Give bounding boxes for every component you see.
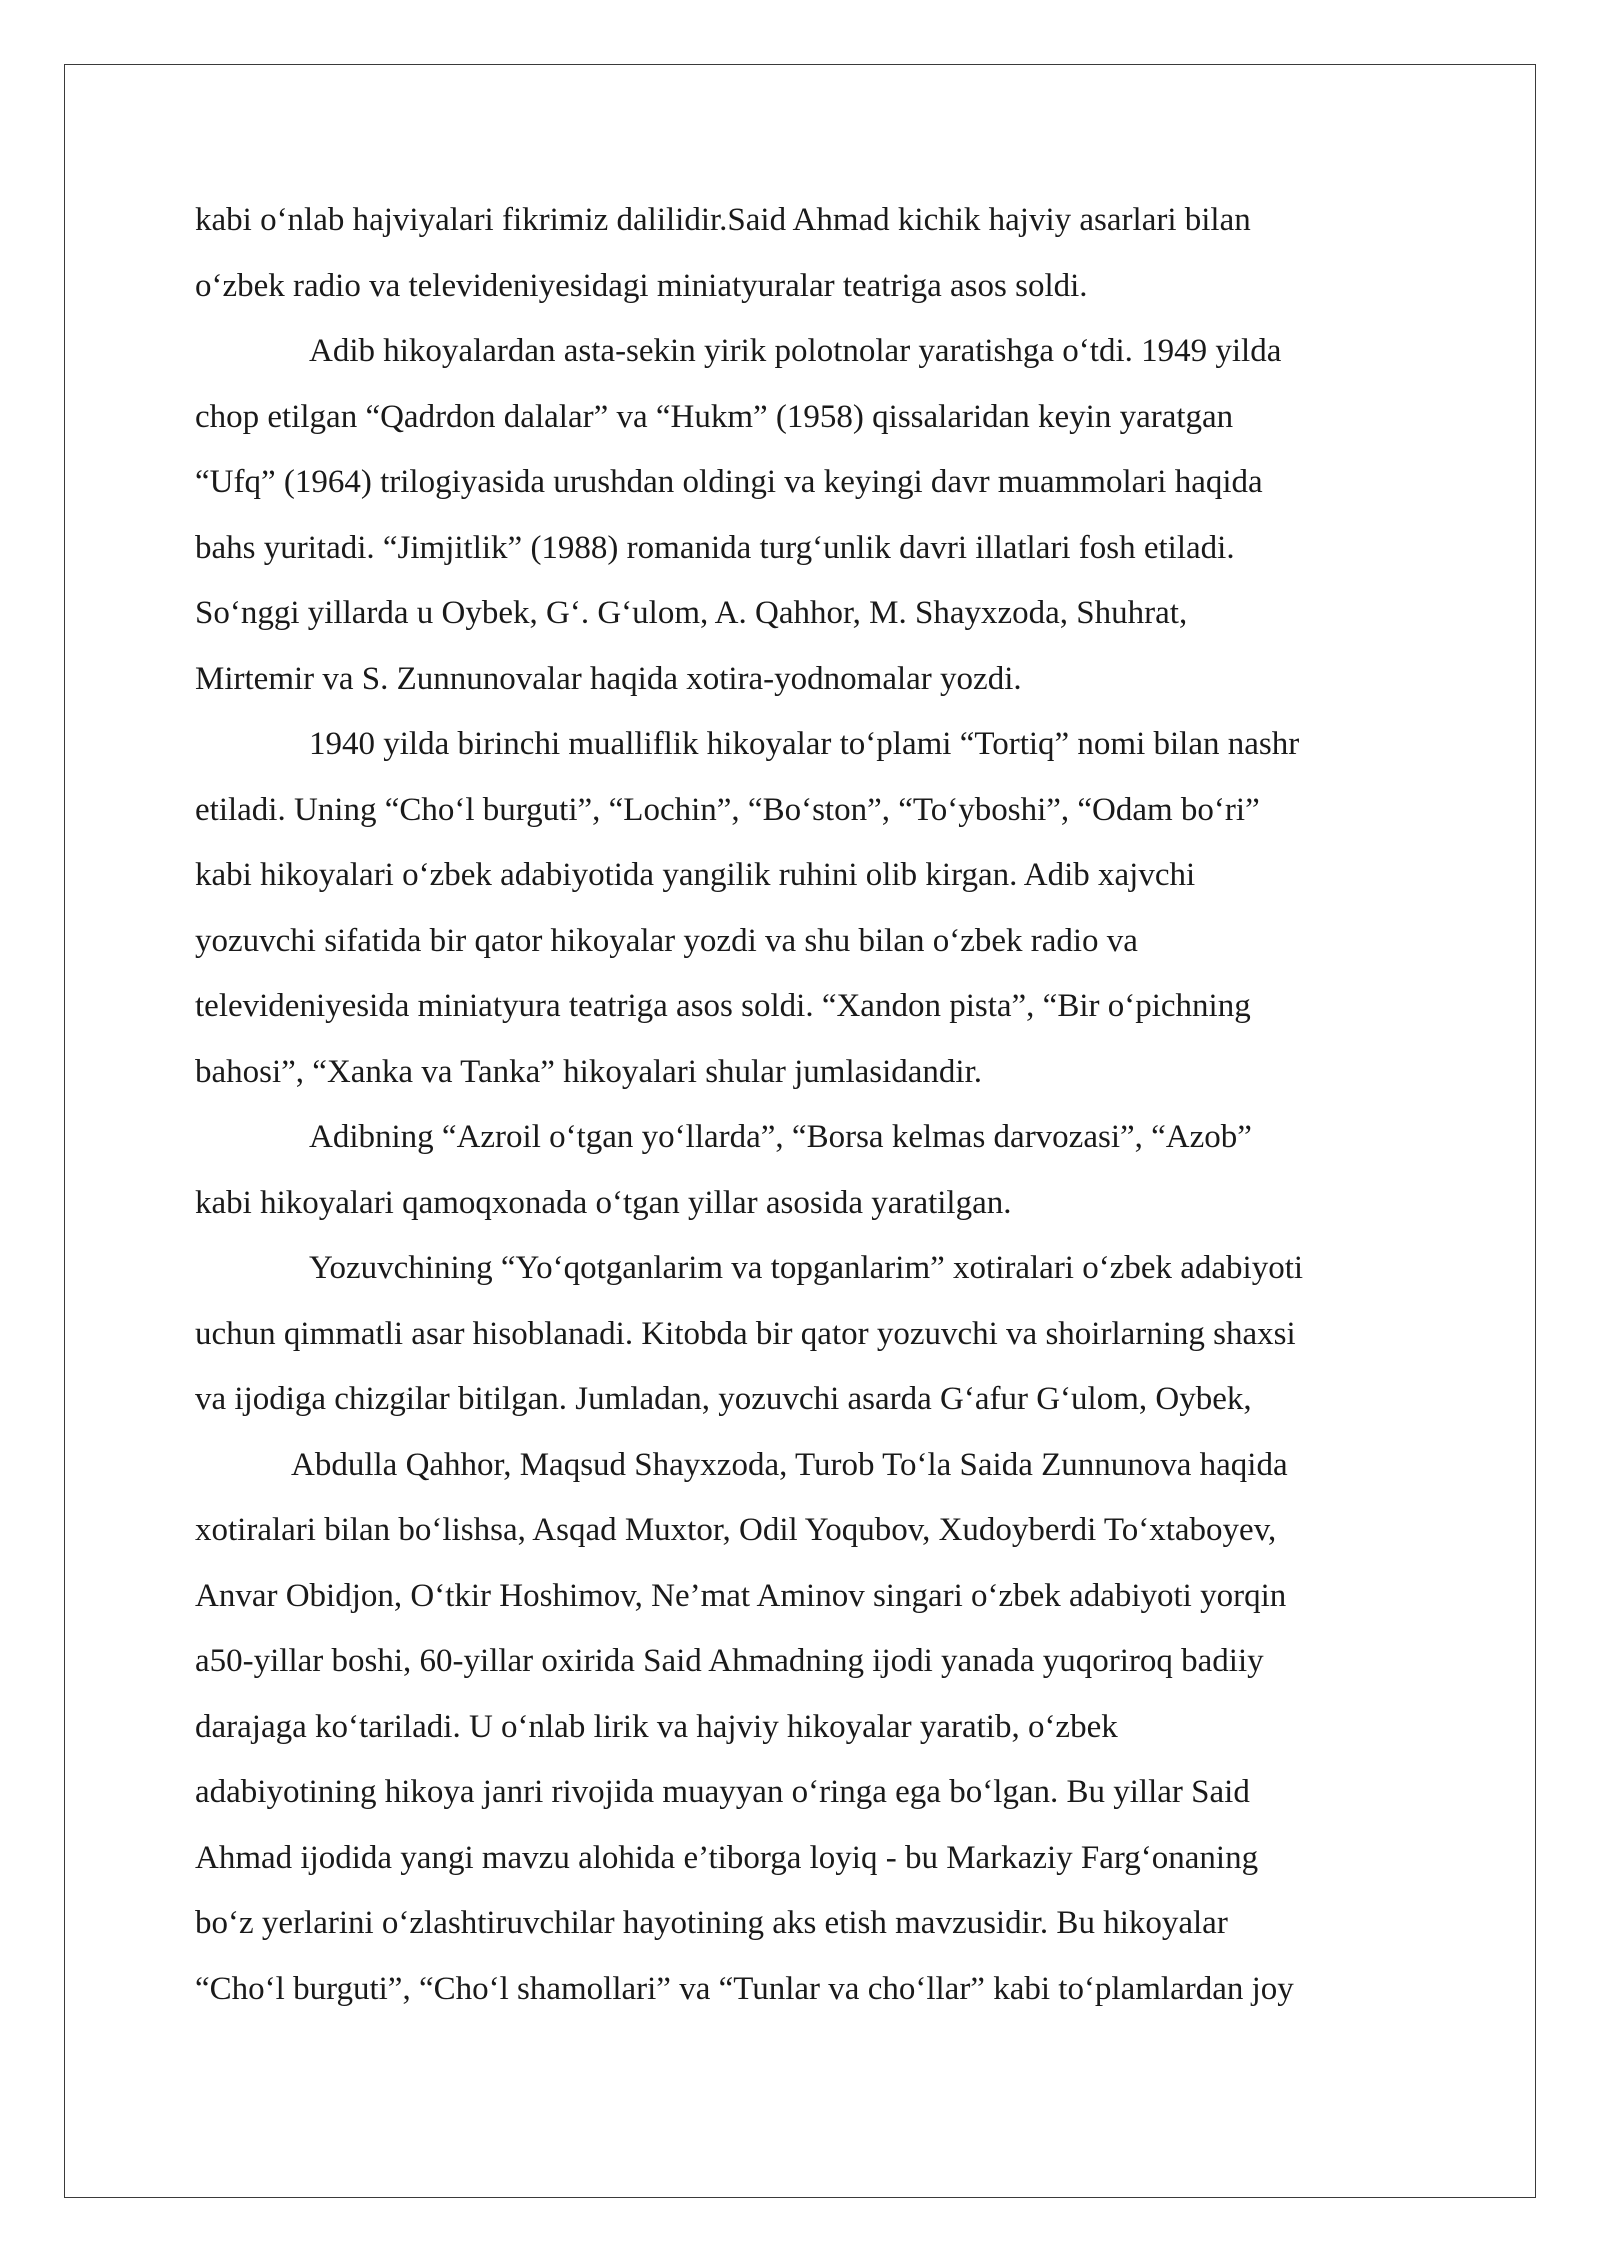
text-line: xotiralari bilan bo‘lishsa, Asqad Muxtor, Odil Yoqubov, Xudoyberdi To‘xtaboyev, (195, 1512, 1277, 1548)
paragraph-1 (195, 188, 1465, 319)
text-line: va ijodiga chizgilar bitilgan. Jumladan, yozuvchi asarda G‘afur G‘ulom, Oybek, (195, 1381, 1252, 1417)
text-line: kabi hikoyalari qamoqxonada o‘tgan yillar asosida yaratilgan. (195, 1184, 1012, 1221)
text-line: yozuvchi sifatida bir qator hikoyalar yozdi va shu bilan o‘zbek radio va (195, 922, 1138, 959)
paragraph-6 (195, 1433, 1465, 2023)
paragraph-3 (195, 712, 1465, 1105)
text-line: chop etilgan “Qadrdon dalalar” va “Hukm” (1958) qissalaridan keyin yaratgan (195, 398, 1234, 435)
text-line: etiladi. Uning “Cho‘l burguti”, “Lochin”, “Bo‘ston”, “To‘yboshi”, “Odam bo‘ri” (195, 791, 1260, 828)
text-line: adabiyotining hikoya janri rivojida muayyan o‘ringa ega bo‘lgan. Bu yillar Said (195, 1774, 1250, 1810)
text-line: o‘zbek radio va televideniyesidagi miniatyuralar teatriga asos soldi. (195, 267, 1088, 304)
text-line: Adib hikoyalardan asta-sekin yirik polotnolar yaratishga o‘tdi. 1949 yilda (309, 333, 1282, 369)
text-line: kabi hikoyalari o‘zbek adabiyotida yangilik ruhini olib kirgan. Adib xajvchi (195, 857, 1196, 893)
text-line: Mirtemir va S. Zunnunovalar haqida xotira-yodnomalar yozdi. (195, 660, 1022, 697)
text-line: televideniyesida miniatyura teatriga asos soldi. “Xandon pista”, “Bir o‘pichning (195, 988, 1251, 1024)
text-line: Adibning “Azroil o‘tgan yo‘llarda”, “Borsa kelmas darvozasi”, “Azob” (309, 1119, 1252, 1155)
text-line: Yozuvchining “Yo‘qotganlarim va topganlarim” xotiralari o‘zbek adabiyoti (309, 1250, 1304, 1286)
paragraph-2 (195, 319, 1465, 712)
text-line: bahosi”, “Xanka va Tanka” hikoyalari shular jumlasidandir. (195, 1053, 983, 1090)
text-line: Abdulla Qahhor, Maqsud Shayxzoda, Turob To‘la Saida Zunnunova haqida (291, 1446, 1288, 1483)
text-line: uchun qimmatli asar hisoblanadi. Kitobda bir qator yozuvchi va shoirlarning shaxsi (195, 1315, 1296, 1352)
text-line: bo‘z yerlarini o‘zlashtiruvchilar hayotining aks etish mavzusidir. Bu hikoyalar (195, 1905, 1228, 1941)
paragraph-4 (195, 1105, 1465, 1236)
document-body (195, 188, 1465, 2022)
paragraph-5 (195, 1236, 1465, 1433)
text-line: a50-yillar boshi, 60-yillar oxirida Said Ahmadning ijodi yanada yuqoriroq badiiy (195, 1643, 1264, 1679)
text-line: darajaga ko‘tariladi. U o‘nlab lirik va hajviy hikoyalar yaratib, o‘zbek (195, 1708, 1118, 1745)
text-line: 1940 yilda birinchi mualliflik hikoyalar to‘plami “Tortiq” nomi bilan nashr (309, 726, 1300, 762)
text-line: “Ufq” (1964) trilogiyasida urushdan oldingi va keyingi davr muammolari haqida (195, 464, 1263, 500)
text-line: Anvar Obidjon, O‘tkir Hoshimov, Ne’mat Aminov singari o‘zbek adabiyoti yorqin (195, 1577, 1287, 1614)
text-line: Ahmad ijodida yangi mavzu alohida e’tiborga loyiq - bu Markaziy Farg‘onaning (195, 1839, 1259, 1876)
text-line: “Cho‘l burguti”, “Cho‘l shamollari” va “Tunlar va cho‘llar” kabi to‘plamlardan joy (195, 1970, 1294, 2007)
text-line: bahs yuritadi. “Jimjitlik” (1988) romanida turg‘unlik davri illatlari fosh etiladi. (195, 529, 1235, 566)
text-line: kabi o‘nlab hajviyalari fikrimiz dalilidir.Said Ahmad kichik hajviy asarlari bilan (195, 202, 1251, 238)
text-line: So‘nggi yillarda u Oybek, G‘. G‘ulom, A. Qahhor, M. Shayxzoda, Shuhrat, (195, 595, 1188, 631)
